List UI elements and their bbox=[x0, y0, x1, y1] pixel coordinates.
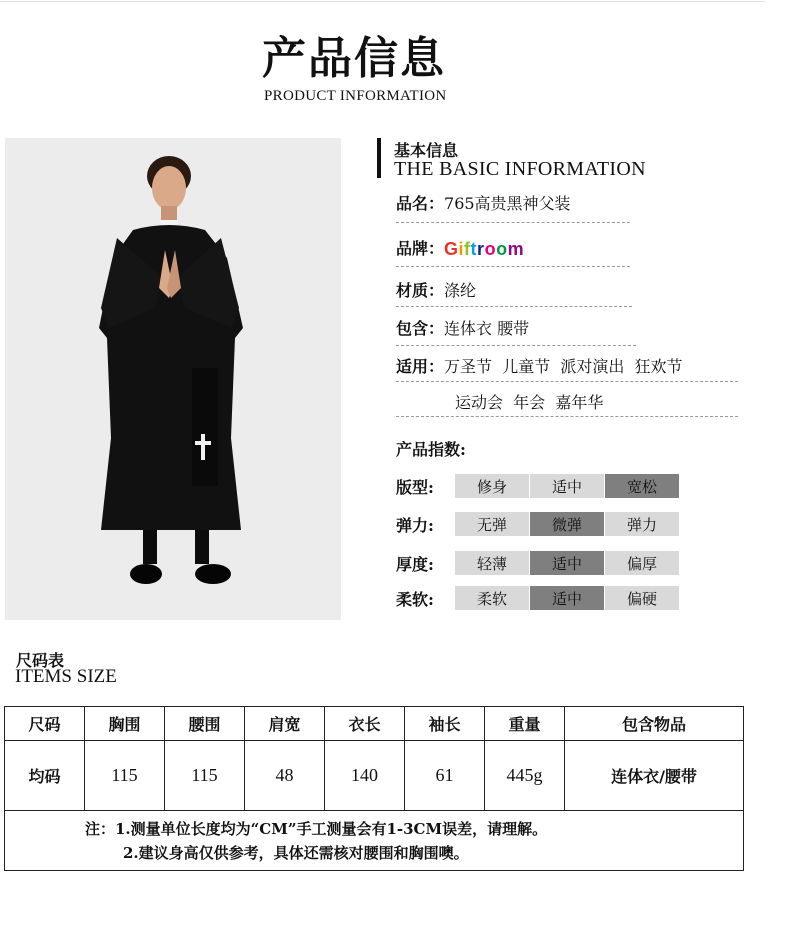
use-value-line1: 万圣节 儿童节 派对演出 狂欢节 bbox=[444, 357, 683, 376]
basic-info-subtitle: THE BASIC INFORMATION bbox=[394, 158, 646, 180]
material-value: 涤纶 bbox=[444, 281, 477, 300]
table-cell: 115 bbox=[85, 741, 165, 811]
column-header: 衣长 bbox=[325, 707, 405, 741]
use-value-line2: 运动会 年会 嘉年华 bbox=[455, 393, 604, 412]
page-subtitle: PRODUCT INFORMATION bbox=[264, 88, 447, 104]
divider bbox=[396, 306, 632, 307]
column-header: 肩宽 bbox=[245, 707, 325, 741]
column-header: 尺码 bbox=[5, 707, 85, 741]
product-name-value: 765高贵黑神父装 bbox=[444, 194, 571, 213]
product-name-label: 品名： bbox=[396, 194, 445, 213]
column-header: 胸围 bbox=[85, 707, 165, 741]
brand-row bbox=[396, 236, 524, 260]
fit-scale bbox=[455, 474, 679, 498]
elasticity-option: 微弹 bbox=[530, 512, 605, 536]
divider bbox=[396, 416, 738, 417]
size-chart-subtitle: ITEMS SIZE bbox=[15, 666, 117, 687]
section-marker bbox=[377, 138, 381, 178]
softness-label: 柔软: bbox=[396, 590, 434, 609]
product-index-title: 产品指数: bbox=[396, 440, 466, 459]
thickness-option: 轻薄 bbox=[455, 551, 530, 575]
table-cell: 140 bbox=[325, 741, 405, 811]
use-row-2 bbox=[455, 390, 603, 413]
softness-option: 适中 bbox=[530, 586, 605, 610]
use-label: 适用： bbox=[396, 357, 445, 376]
use-row bbox=[396, 354, 683, 377]
table-cell: 48 bbox=[245, 741, 325, 811]
table-cell: 115 bbox=[165, 741, 245, 811]
thickness-option: 适中 bbox=[530, 551, 605, 575]
table-header-row bbox=[5, 707, 744, 741]
elasticity-option: 无弹 bbox=[455, 512, 530, 536]
priest-costume-figure bbox=[5, 138, 341, 620]
table-cell: 445g bbox=[485, 741, 565, 811]
fit-option: 修身 bbox=[455, 474, 530, 498]
divider bbox=[396, 222, 630, 223]
column-header: 重量 bbox=[485, 707, 565, 741]
size-note-line1: 注：1.测量单位长度均为“CM”手工测量会有1-3CM误差，请理解。 bbox=[85, 819, 548, 838]
column-header: 腰围 bbox=[165, 707, 245, 741]
size-table bbox=[4, 706, 744, 871]
fit-option: 适中 bbox=[530, 474, 605, 498]
fit-option: 宽松 bbox=[605, 474, 679, 498]
thickness-scale bbox=[455, 551, 679, 575]
divider bbox=[396, 381, 738, 382]
fit-label: 版型: bbox=[396, 478, 434, 497]
table-cell: 连体衣/腰带 bbox=[565, 741, 744, 811]
thickness-label: 厚度: bbox=[396, 555, 434, 574]
thickness-option: 偏厚 bbox=[605, 551, 679, 575]
elasticity-scale bbox=[455, 512, 679, 536]
includes-label: 包含： bbox=[396, 319, 445, 338]
includes-value: 连体衣 腰带 bbox=[444, 319, 530, 338]
basic-info-title: 基本信息 bbox=[394, 141, 459, 160]
table-cell: 均码 bbox=[5, 741, 85, 811]
brand-logo: Giftroom bbox=[444, 239, 525, 259]
page-title: 产品信息 bbox=[262, 33, 446, 84]
softness-scale bbox=[455, 586, 679, 610]
material-label: 材质： bbox=[396, 281, 445, 300]
table-note-row bbox=[5, 811, 744, 871]
softness-option: 柔软 bbox=[455, 586, 530, 610]
product-photo bbox=[5, 138, 341, 620]
divider bbox=[396, 266, 630, 267]
size-note-line2: 2.建议身高仅供参考，具体还需核对腰围和胸围噢。 bbox=[123, 843, 469, 862]
elasticity-option: 弹力 bbox=[605, 512, 679, 536]
top-divider bbox=[0, 1, 765, 2]
softness-option: 偏硬 bbox=[605, 586, 679, 610]
elasticity-label: 弹力: bbox=[396, 516, 434, 535]
column-header: 袖长 bbox=[405, 707, 485, 741]
material-row bbox=[396, 278, 476, 301]
size-note bbox=[5, 811, 744, 871]
size-chart-title: 尺码表 bbox=[16, 651, 65, 670]
table-cell: 61 bbox=[405, 741, 485, 811]
brand-label: 品牌： bbox=[396, 239, 445, 258]
product-name-row bbox=[396, 191, 571, 214]
table-row bbox=[5, 741, 744, 811]
column-header: 包含物品 bbox=[565, 707, 744, 741]
includes-row bbox=[396, 316, 529, 339]
divider bbox=[396, 345, 636, 346]
